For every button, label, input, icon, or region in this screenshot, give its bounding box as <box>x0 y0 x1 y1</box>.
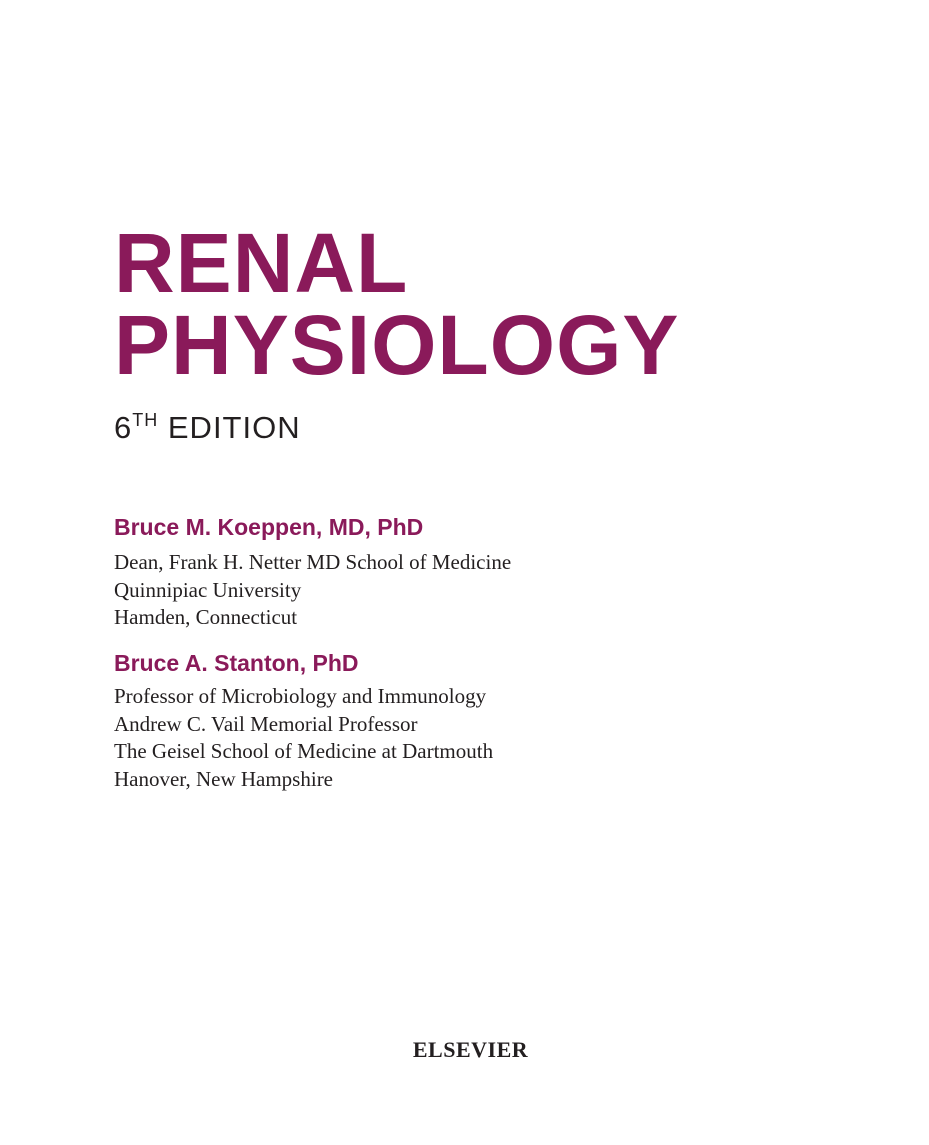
author-affiliation-2 <box>114 683 493 793</box>
author-name-1: Bruce M. Koeppen, MD, PhD <box>114 514 424 540</box>
publisher-name: ELSEVIER <box>412 1037 529 1062</box>
edition-label <box>114 408 301 448</box>
edition-number: 6 <box>114 410 133 445</box>
affiliation-line: Hanover, New Hampshire <box>114 766 334 791</box>
affiliation-line: The Geisel School of Medicine at Dartmouth <box>114 739 494 763</box>
book-title-line-1: RENAL <box>114 216 409 310</box>
affiliation-line: Dean, Frank H. Netter MD School of Medicine <box>114 550 512 574</box>
author-name-2: Bruce A. Stanton, PhD <box>114 650 359 676</box>
edition-ordinal-suffix: TH <box>132 410 159 430</box>
affiliation-line: Andrew C. Vail Memorial Professor <box>114 711 418 736</box>
book-title-line-2: PHYSIOLOGY <box>114 298 680 392</box>
publisher-logo <box>0 1036 929 1064</box>
affiliation-line: Hamden, Connecticut <box>114 605 298 629</box>
affiliation-line: Quinnipiac University <box>114 577 302 602</box>
edition-word: EDITION <box>167 410 301 445</box>
book-title <box>114 216 680 392</box>
author-affiliation-1 <box>114 549 511 632</box>
affiliation-line: Professor of Microbiology and Immunology <box>114 684 487 708</box>
